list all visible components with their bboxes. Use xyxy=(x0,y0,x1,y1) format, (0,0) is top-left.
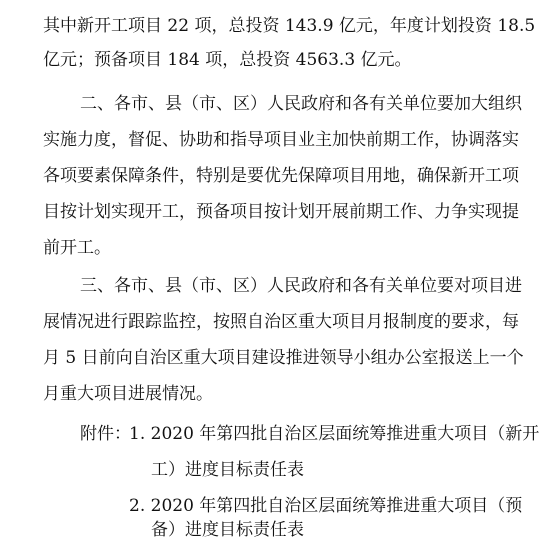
text-line: 亿元；预备项目 184 项，总投资 4563.3 亿元。 xyxy=(43,50,412,70)
attachment-line xyxy=(0,420,550,448)
paragraph-line xyxy=(0,234,550,262)
attachment-line xyxy=(0,516,550,544)
attachment-item: 1. 2020 年第四批自治区层面统筹推进重大项目（新开 xyxy=(129,424,540,444)
paragraph-line xyxy=(0,272,550,300)
paragraph-line xyxy=(0,46,550,74)
paragraph-line xyxy=(0,198,550,226)
text-line: 其中新开工项目 22 项，总投资 143.9 亿元，年度计划投资 18.5 xyxy=(43,16,536,36)
attachment-item-continued: 备）进度目标责任表 xyxy=(151,520,304,540)
paragraph-line xyxy=(0,380,550,408)
paragraph-line xyxy=(0,162,550,190)
text-line: 三、各市、县（市、区）人民政府和各有关单位要对项目进 xyxy=(80,276,522,296)
text-line: 二、各市、县（市、区）人民政府和各有关单位要加大组织 xyxy=(80,94,522,114)
text-line: 目按计划实现开工，预备项目按计划开展前期工作、力争实现提 xyxy=(43,202,519,222)
paragraph-line xyxy=(0,90,550,118)
paragraph-line xyxy=(0,126,550,154)
attachment-line xyxy=(0,456,550,484)
text-line: 前开工。 xyxy=(43,238,111,258)
text-line: 各项要素保障条件，特别是要优先保障项目用地，确保新开工项 xyxy=(43,166,519,186)
paragraph-line xyxy=(0,344,550,372)
text-line: 实施力度，督促、协助和指导项目业主加快前期工作，协调落实 xyxy=(43,130,519,150)
text-line: 月 5 日前向自治区重大项目建设推进领导小组办公室报送上一个 xyxy=(43,348,524,368)
text-line: 展情况进行跟踪监控，按照自治区重大项目月报制度的要求，每 xyxy=(43,312,519,332)
attachment-item-continued: 工）进度目标责任表 xyxy=(151,460,304,480)
attachments-label: 附件： xyxy=(80,424,131,444)
paragraph-line xyxy=(0,308,550,336)
attachment-item: 2. 2020 年第四批自治区层面统筹推进重大项目（预 xyxy=(129,496,523,516)
text-line: 月重大项目进展情况。 xyxy=(43,384,213,404)
paragraph-line xyxy=(0,12,550,40)
